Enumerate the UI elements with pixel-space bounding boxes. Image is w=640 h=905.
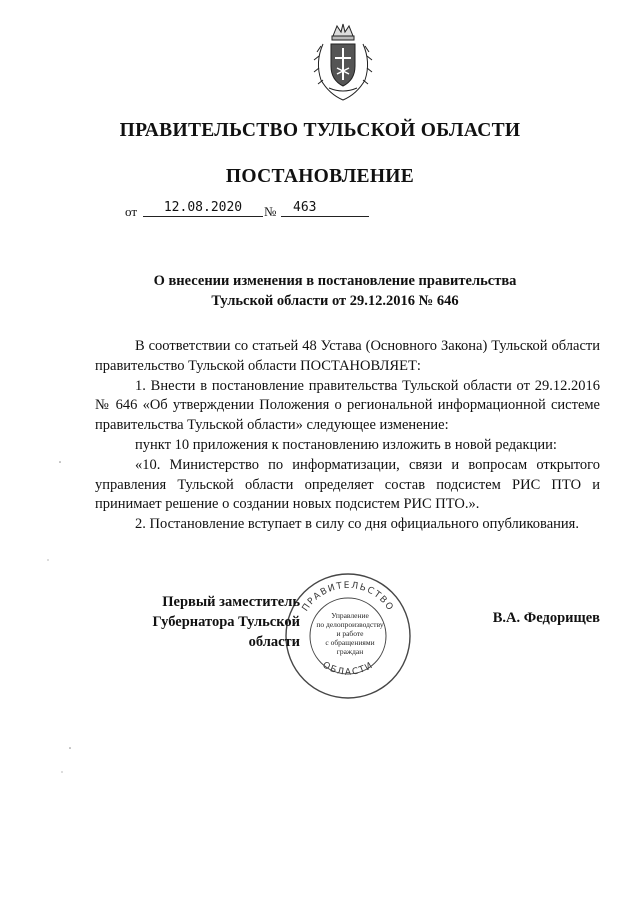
stamp-center-text <box>315 611 385 656</box>
body-paragraph: 2. Постановление вступает в силу со дня официального опубликования. <box>135 516 579 533</box>
date-label: от <box>125 204 138 219</box>
body-paragraph: пункт 10 приложения к постановлению изложить в новой редакции: <box>135 436 557 453</box>
stamp-line: с обращениями <box>325 638 375 647</box>
body-paragraph: «10. Министерство по информатизации, связи и вопросам открытого управления Тульской области определяет состав подсистем РИС ПТО и принимает решение о создании новых подсистем РИС ПТО.». <box>95 456 600 513</box>
stamp-line: Управление <box>331 611 369 620</box>
stamp-ring-top: ПРАВИТЕЛЬСТВО <box>300 580 396 614</box>
document-subject <box>120 271 550 311</box>
signer-title-line: Первый заместитель <box>162 594 300 610</box>
document-type: ПОСТАНОВЛЕНИЕ <box>225 166 415 187</box>
signer-title <box>110 592 300 652</box>
dateline <box>125 200 385 220</box>
svg-text:ОБЛАСТИ <box>320 660 375 677</box>
svg-text:ПРАВИТЕЛЬСТВО <box>301 581 396 614</box>
stamp-line: граждан <box>336 647 364 656</box>
body-paragraph: 1. Внести в постановление правительства Тульской области от 29.12.2016 № 646 «Об утверждении Положения о региональной информационной системе правительства Тульской области» следующее изменение: <box>95 377 600 434</box>
signer-name: В.А. Федорищев <box>492 610 600 626</box>
organization-title: ПРАВИТЕЛЬСТВО ТУЛЬСКОЙ ОБЛАСТИ <box>119 120 521 141</box>
signer-title-line: Губернатора Тульской области <box>152 614 300 650</box>
document-body <box>95 337 600 535</box>
subject-line: О внесении изменения в постановление правительства <box>153 273 517 289</box>
subject-line: Тульской области от 29.12.2016 № 646 <box>211 293 459 309</box>
stamp-line: по делопроизводству <box>316 620 384 629</box>
number-value: 463 <box>281 200 369 217</box>
stamp-ring-bottom: ОБЛАСТИ <box>320 660 376 678</box>
body-paragraph: В соответствии со статьей 48 Устава (Основного Закона) Тульской области правительство Тульской области ПОСТАНОВЛЯЕТ: <box>95 338 600 374</box>
date-value: 12.08.2020 <box>143 200 263 217</box>
tula-coat-of-arms-icon <box>311 22 375 102</box>
number-label: № <box>264 204 277 219</box>
stamp-line: и работе <box>336 629 364 638</box>
